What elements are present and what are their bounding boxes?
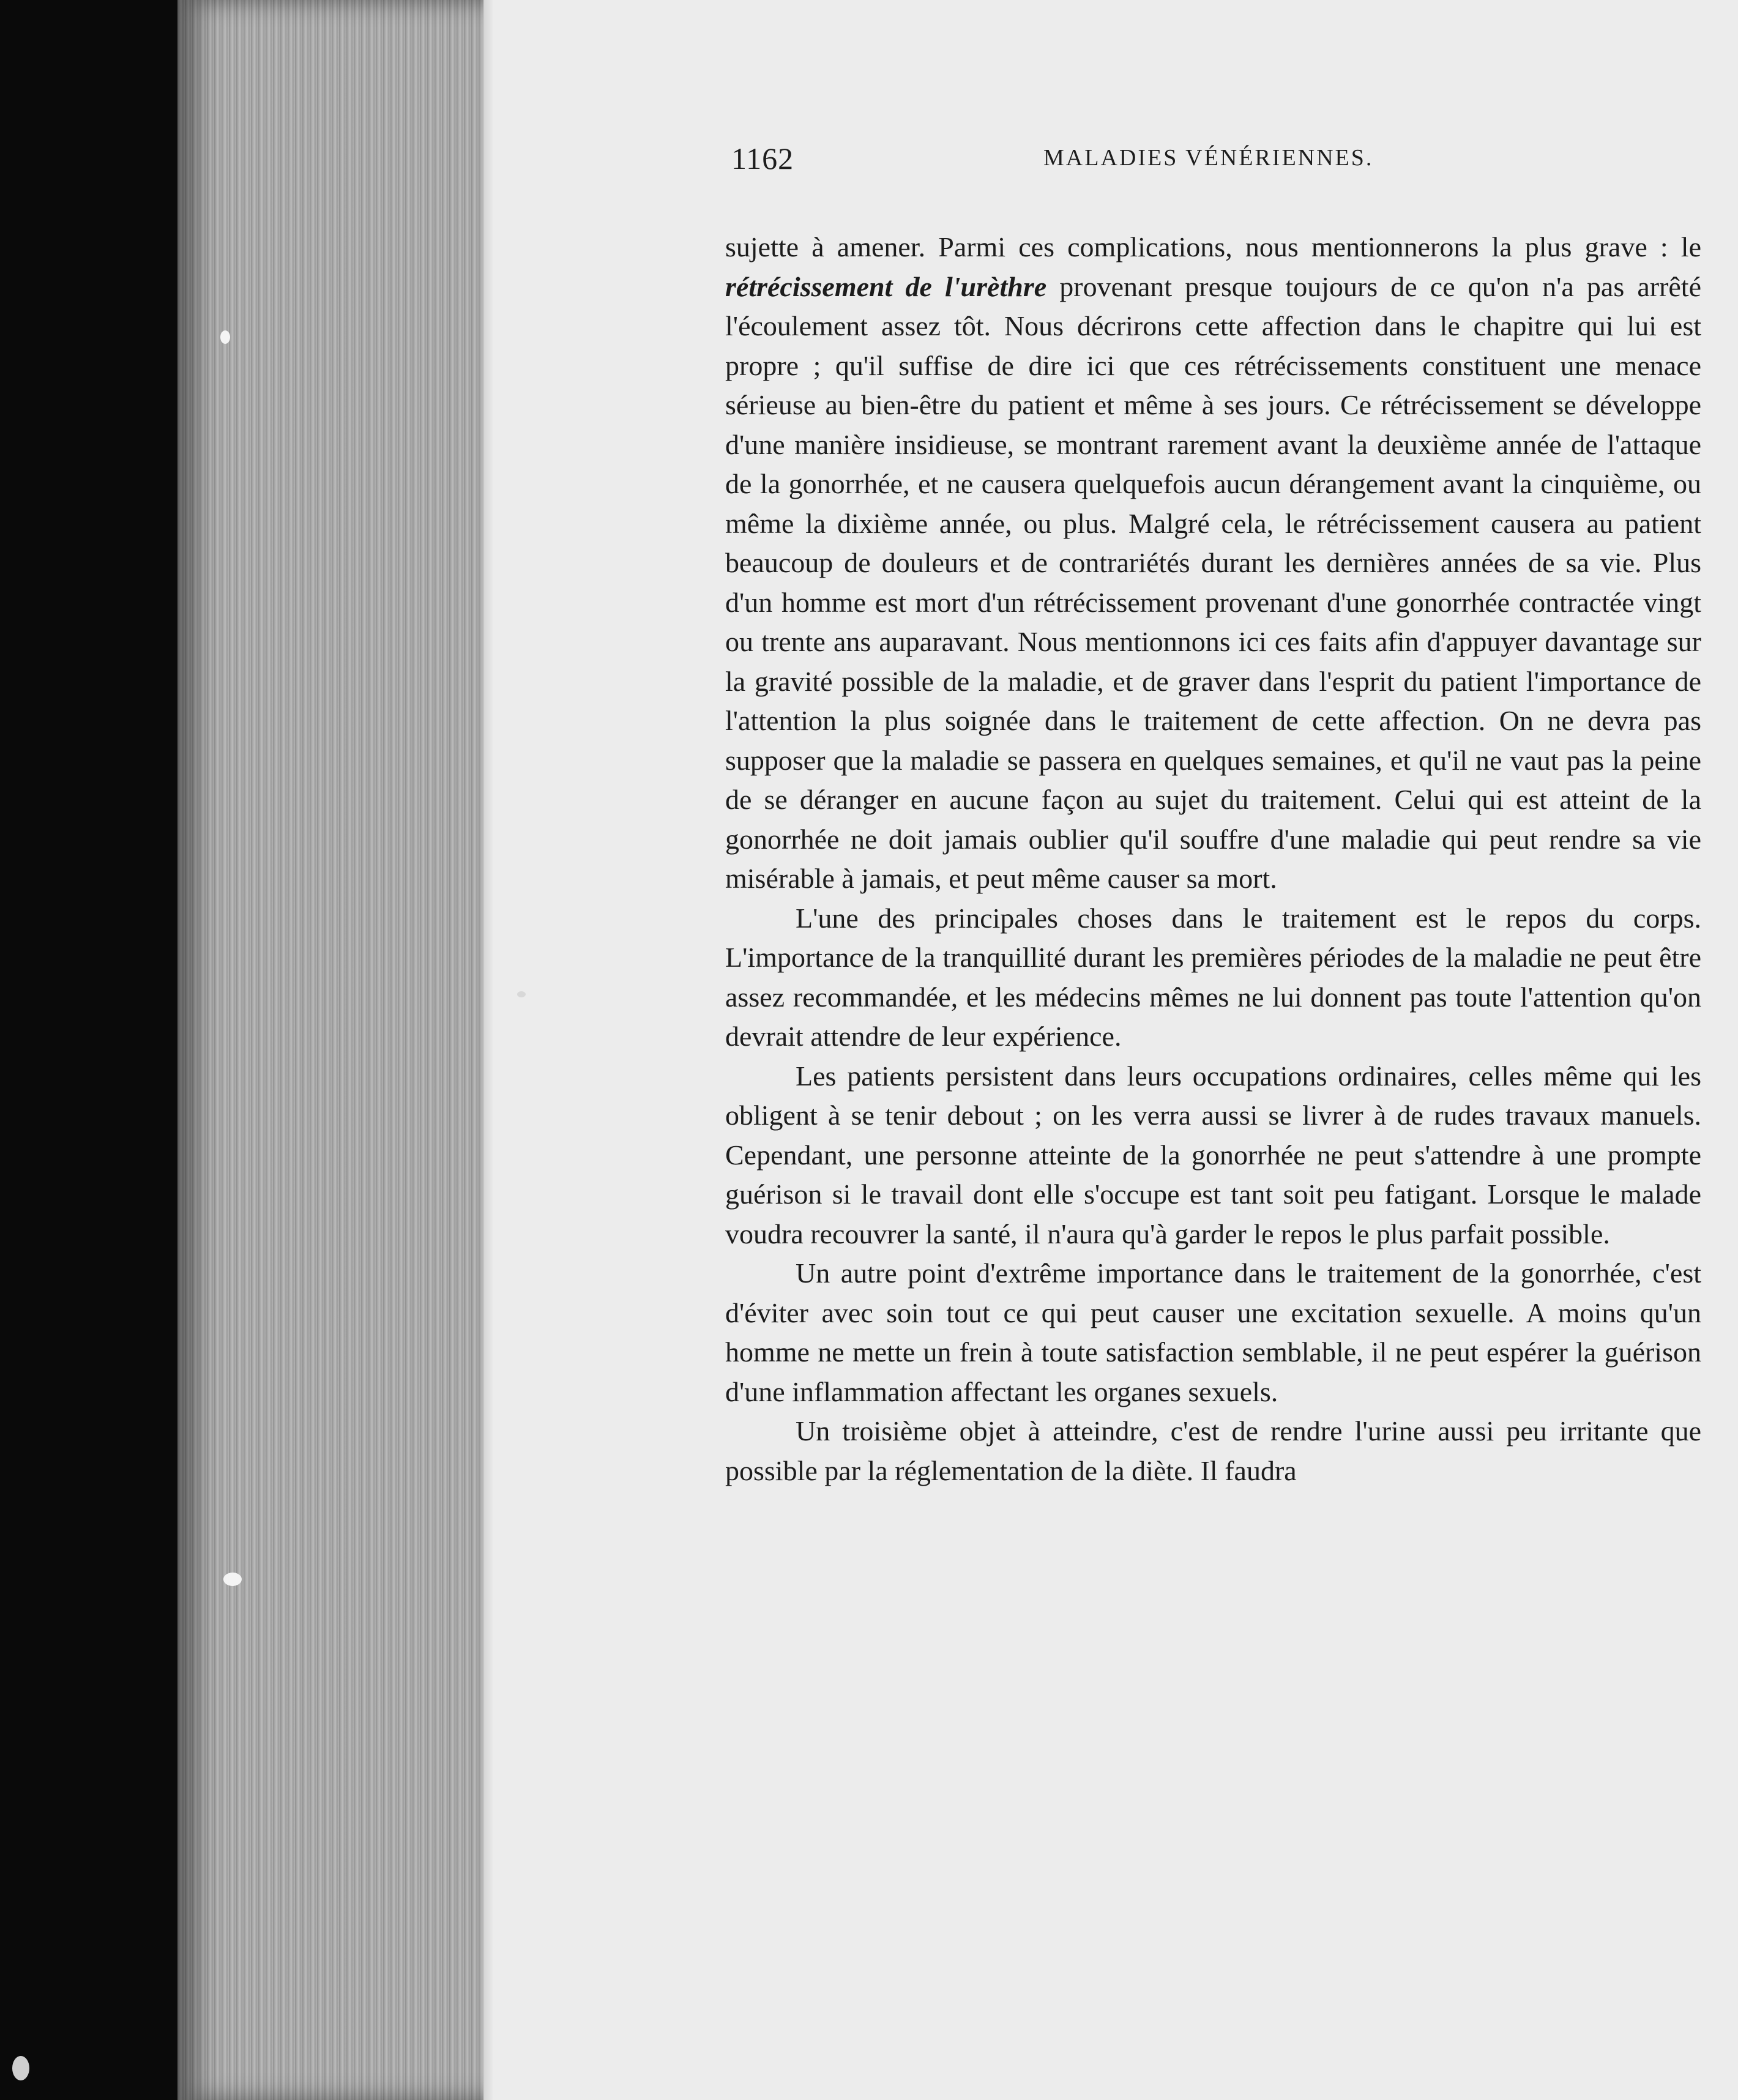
paragraph-3: Les patients persistent dans leurs occupations ordinaires, celles même qui les obligent à se tenir debout ; on les verra aussi se livrer à de rudes travaux manuels. Cependant, une personne atteinte de la gonorrhée ne peut s'attendre à une prompte guérison si le travail dont elle s'occupe est tant soit peu fatigant. Lorsque le malade voudra recouvrer la santé, il n'aura qu'à garder le repos le plus parfait possible. — [725, 1060, 1701, 1249]
paragraph-1 — [725, 228, 1701, 899]
paragraph-2: L'une des principales choses dans le traitement est le repos du corps. L'importance de la tranquillité durant les premières périodes de la maladie ne peut être assez recommandée, et les médecins mêmes ne lui donnent pas toute l'attention qu'on devrait attendre de leur expérience. — [725, 902, 1701, 1052]
scan-speck — [220, 330, 230, 344]
paragraph-5: Un troisième objet à atteindre, c'est de rendre l'urine aussi peu irritante que possible par la réglementation de la diète. Il faudra — [725, 1415, 1701, 1486]
paragraph-1-start: sujette à amener. Parmi ces complications, nous mentionnerons la plus grave : le — [725, 231, 1701, 262]
page-stack-edges — [177, 0, 496, 2100]
page-number: 1162 — [731, 141, 794, 176]
emphasized-term: rétrécissement de l'urèthre — [725, 270, 1047, 302]
body-text — [725, 228, 1701, 1491]
running-head-title: MALADIES VÉNÉRIENNES. — [1043, 145, 1374, 171]
paragraph-1-rest: provenant presque toujours de ce qu'on n'a pas arrêté l'écoulement assez tôt. Nous décrirons cette affection dans le chapitre qui lui est propre ; qu'il suffise de dire ici que ces rétrécissements constituent une menace sérieuse au bien-être du patient et même à ses jours. Ce rétrécissement se développe d'une manière insidieuse, se montrant rarement avant la deuxième année de l'attaque de la gonorrhée, et ne causera quelquefois aucun dérangement avant la cinquième, ou même la dixième année, ou plus. Malgré cela, le rétrécissement causera au patient beaucoup de douleurs et de contrariétés durant les dernières années de sa vie. Plus d'un homme est mort d'un rétrécissement provenant d'une gonorrhée contractée vingt ou trente ans auparavant. Nous mentionnons ici ces faits afin d'appuyer davantage sur la gravité possible de la maladie, et de graver dans l'esprit du patient l'importance de l'attention la plus soignée dans le traitement de cette affection. On ne devra pas supposer que la maladie se passera en quelques semaines, et qu'il ne vaut pas la peine de se déranger en aucune façon au sujet du traitement. Celui qui est atteint de la gonorrhée ne doit jamais oublier qu'il souffre d'une maladie qui peut rendre sa vie misérable à jamais, et peut même causer sa mort. — [725, 270, 1701, 894]
paragraph-4: Un autre point d'extrême importance dans le traitement de la gonorrhée, c'est d'éviter avec soin tout ce qui peut causer une excitation sexuelle. A moins qu'un homme ne mette un frein à toute satisfaction semblable, il ne peut espérer la guérison d'une inflammation affectant les organes sexuels. — [725, 1257, 1701, 1407]
dark-background-margin — [0, 0, 184, 2100]
scan-speck — [223, 1573, 242, 1586]
scan-speck — [517, 991, 526, 997]
scan-speck — [12, 2056, 29, 2080]
running-head — [731, 141, 1704, 184]
